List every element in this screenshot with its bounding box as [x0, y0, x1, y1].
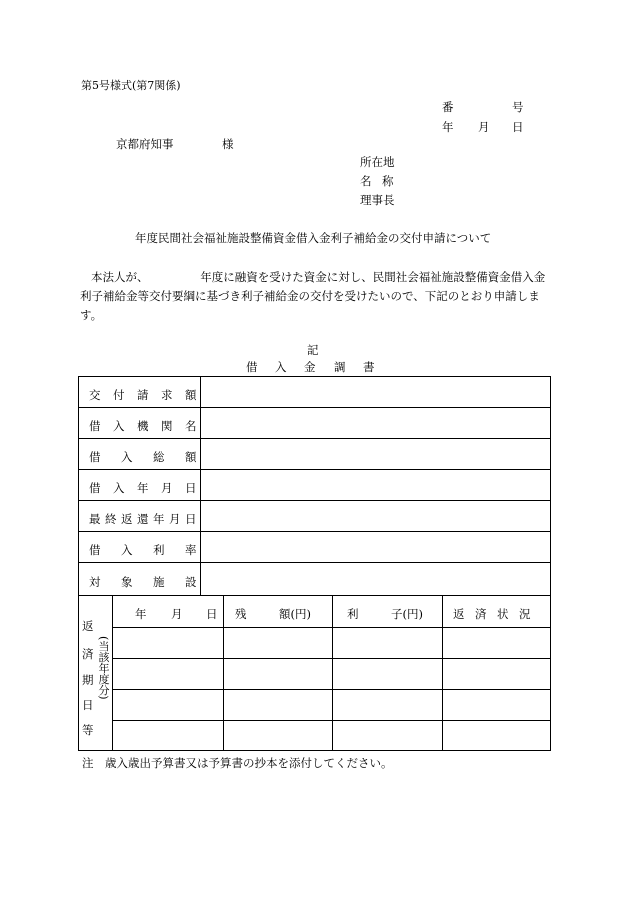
- body-text: 本法人が、 年度に融資を受けた資金に対し、民間社会福祉施設整備資金借入金利子補給金等交付要綱に基づき利子補給金の交付を受けたいので、下記のとおり申請します。: [80, 270, 546, 322]
- table-row: [79, 532, 550, 563]
- footnote: 注 歳入歳出予算書又は予算書の抄本を添付してください。: [82, 756, 393, 770]
- ki-heading: 記: [307, 343, 319, 357]
- table-row: [79, 439, 550, 470]
- table-row: [79, 470, 550, 501]
- request-amount-value[interactable]: [201, 377, 550, 407]
- table-row: [79, 563, 550, 596]
- row-label: 借 入 利 率: [79, 532, 201, 562]
- year-label: 年: [442, 120, 454, 134]
- day-label: 日: [512, 120, 524, 134]
- row-label: 対 象 施 設: [79, 563, 201, 595]
- month-label: 月: [478, 120, 490, 134]
- repayment-side-label: 返 済 期 日 等 (当該年度分): [79, 596, 113, 751]
- table-title-char: 調: [334, 360, 346, 374]
- go-label: 号: [512, 100, 524, 114]
- addressee-honorific: 様: [222, 137, 234, 151]
- total-loan-value[interactable]: [201, 439, 550, 469]
- table-title-char: 入: [275, 360, 287, 374]
- row-label: 借 入 機 関 名: [79, 408, 201, 438]
- sender-address-label: 所在地: [360, 155, 395, 169]
- ban-label: 番: [442, 100, 454, 114]
- sender-name-char1: 名: [360, 174, 372, 188]
- table-row: [79, 501, 550, 532]
- loan-table: [78, 376, 551, 751]
- sender-name-char2: 称: [382, 174, 394, 188]
- row-label: 交 付 請 求 額: [79, 377, 201, 407]
- final-repayment-date-value[interactable]: [201, 501, 550, 531]
- form-number: 第5号様式(第7関係): [81, 79, 181, 92]
- loan-date-value[interactable]: [201, 470, 550, 500]
- fiscal-year-note: (当該年度分): [97, 636, 110, 700]
- table-title-char: 書: [363, 360, 375, 374]
- body-paragraph: [80, 268, 555, 325]
- addressee: [116, 137, 234, 151]
- row-label: 借 入 総 額: [79, 439, 201, 469]
- lender-name-value[interactable]: [201, 408, 550, 438]
- sender-director-label: 理事長: [360, 193, 395, 207]
- document-title: 年度民間社会福祉施設整備資金借入金利子補給金の交付申請について: [135, 231, 492, 245]
- repayment-grid: 年 月 日 残 額(円) 利 子(円) 返 済 状 況: [113, 596, 550, 751]
- addressee-name: 京都府知事: [116, 137, 174, 151]
- interest-rate-value[interactable]: [201, 532, 550, 562]
- sender-name-label: [360, 174, 394, 188]
- row-label: 最 終 返 還 年 月 日: [79, 501, 201, 531]
- table-row: [79, 408, 550, 439]
- row-label: 借 入 年 月 日: [79, 470, 201, 500]
- document-number-line: [442, 100, 524, 114]
- repayment-section: [79, 596, 550, 751]
- table-title-char: 借: [246, 360, 258, 374]
- table-title-char: 金: [304, 360, 316, 374]
- target-facility-value[interactable]: [201, 563, 550, 595]
- table-row: [79, 377, 550, 408]
